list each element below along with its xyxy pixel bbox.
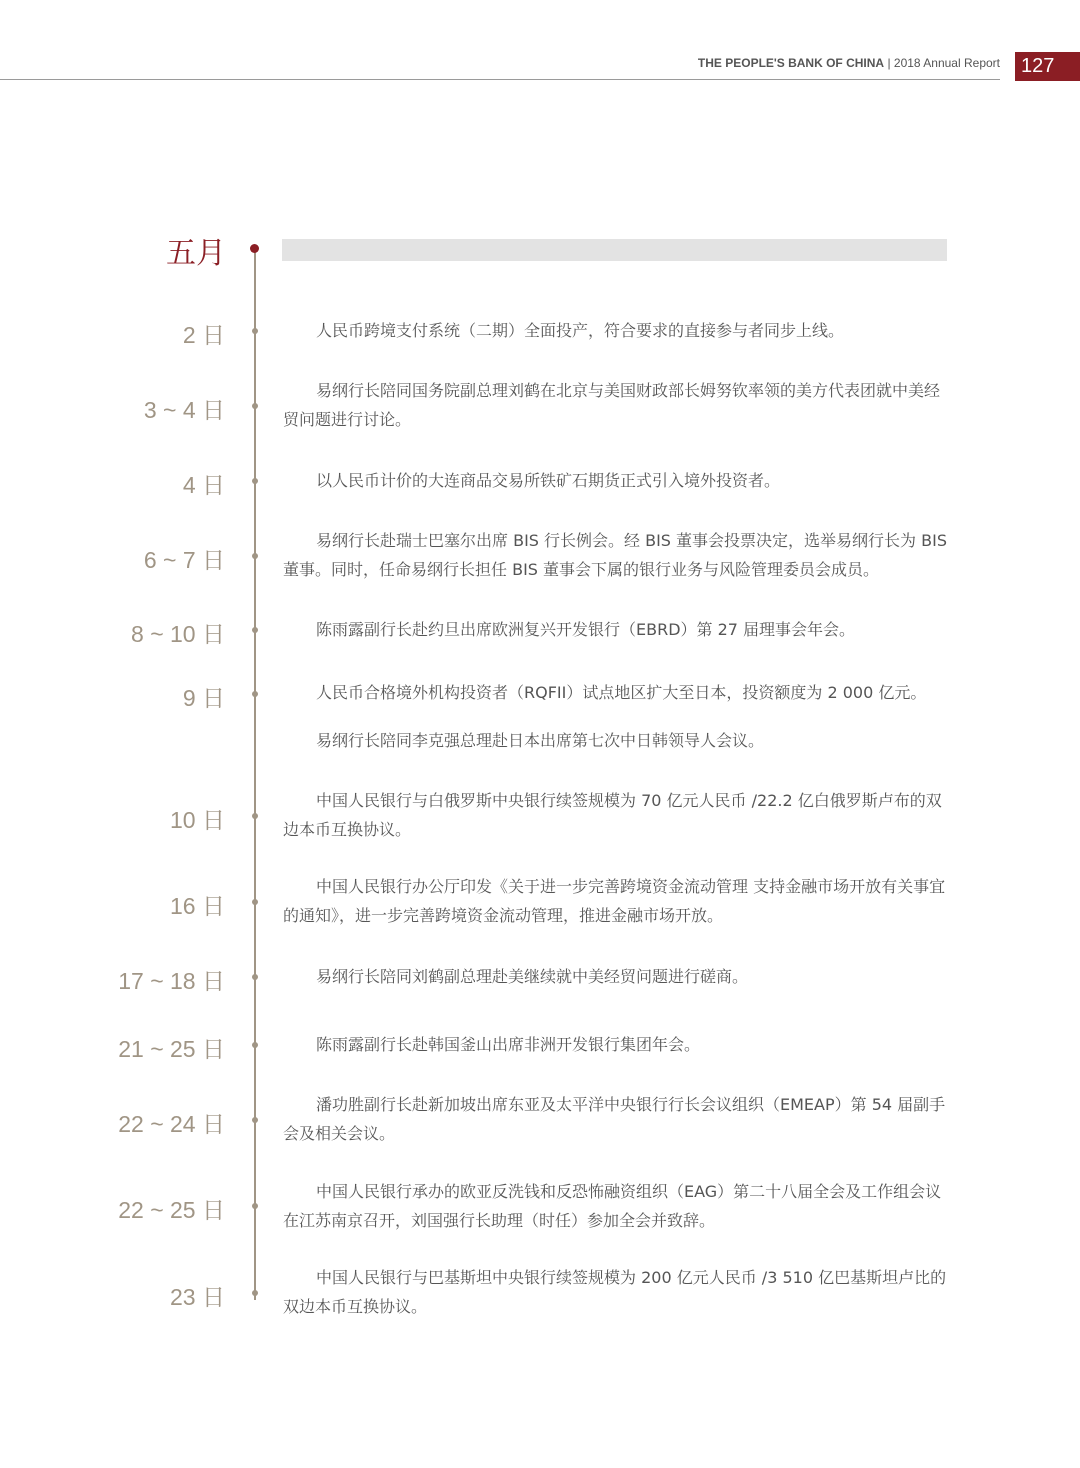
entry-text: 中国人民银行与巴基斯坦中央银行续签规模为 200 亿元人民币 /3 510 亿巴基斯坦卢比的双边本币互换协议。 [283,1268,947,1316]
entry-date: 2 日 [182,322,225,348]
entry-date: 3 ~ 4 日 [143,397,225,423]
timeline-dot [252,627,258,633]
header-rule [0,79,1000,80]
header-bank: THE PEOPLE'S BANK OF CHINA [697,56,885,70]
timeline-dot [252,1117,258,1123]
timeline-dot [252,403,258,409]
entry-text: 中国人民银行承办的欧亚反洗钱和反恐怖融资组织（EAG）第二十八届全会及工作组会议在江苏南京召开，刘国强行长助理（时任）参加全会并致辞。 [283,1182,942,1230]
entry-text: 以人民币计价的大连商品交易所铁矿石期货正式引入境外投资者。 [316,471,781,490]
timeline-dot [252,899,258,905]
entry-date: 9 日 [182,685,225,711]
timeline-dot [252,478,258,484]
page-number: 127 [1015,52,1080,81]
timeline-dot [252,328,258,334]
timeline-dot [252,691,258,697]
month-marker-dot [250,244,259,253]
month-bar [282,239,947,261]
entry-date: 23 日 [170,1284,225,1310]
entry-text: 中国人民银行与白俄罗斯中央银行续签规模为 70 亿元人民币 /22.2 亿白俄罗斯卢布的双边本币互换协议。 [283,791,942,839]
entry-text: 易纲行长陪同李克强总理赴日本出席第七次中日韩领导人会议。 [316,731,765,750]
entry-date: 8 ~ 10 日 [131,621,225,647]
entry-date: 16 日 [170,893,225,919]
timeline-dot [252,813,258,819]
entry-text: 潘功胜副行长赴新加坡出席东亚及太平洋中央银行行长会议组织（EMEAP）第 54 届副手会及相关会议。 [283,1095,946,1143]
entry-text: 人民币跨境支付系统（二期）全面投产，符合要求的直接参与者同步上线。 [316,321,845,340]
entry-text: 陈雨露副行长赴韩国釜山出席非洲开发银行集团年会。 [316,1035,701,1054]
entry-text: 中国人民银行办公厅印发《关于进一步完善跨境资金流动管理 支持金融市场开放有关事宜的通知》，进一步完善跨境资金流动管理，推进金融市场开放。 [283,877,946,925]
entry-date: 6 ~ 7 日 [143,547,225,573]
entry-date: 22 ~ 24 日 [118,1111,225,1137]
timeline-dot [252,553,258,559]
entry-date: 22 ~ 25 日 [118,1197,225,1223]
timeline-dot [252,1042,258,1048]
entry-text: 易纲行长赴瑞士巴塞尔出席 BIS 行长例会。经 BIS 董事会投票决定，选举易纲行长为 BIS 董事。同时，任命易纲行长担任 BIS 董事会下属的银行业务与风险管理委员会成员。 [283,531,947,579]
entry-text: 易纲行长陪同刘鹤副总理赴美继续就中美经贸问题进行磋商。 [316,967,749,986]
entry-text: 易纲行长陪同国务院副总理刘鹤在北京与美国财政部长姆努钦率领的美方代表团就中美经贸问题进行讨论。 [283,381,941,429]
running-header [698,56,1000,70]
header-report: 2018 Annual Report [893,56,1000,70]
timeline-dot [252,1290,258,1296]
header-separator: | [887,56,891,70]
entry-text: 人民币合格境外机构投资者（RQFII）试点地区扩大至日本，投资额度为 2 000 亿元。 [316,683,927,702]
entry-date: 4 日 [182,472,225,498]
timeline-dot [252,974,258,980]
entry-date: 21 ~ 25 日 [118,1036,225,1062]
entry-date: 17 ~ 18 日 [118,968,225,994]
entry-date: 10 日 [170,807,225,833]
month-title: 五月 [166,236,226,271]
entry-text: 陈雨露副行长赴约旦出席欧洲复兴开发银行（EBRD）第 27 届理事会年会。 [316,620,856,639]
timeline-dot [252,1203,258,1209]
